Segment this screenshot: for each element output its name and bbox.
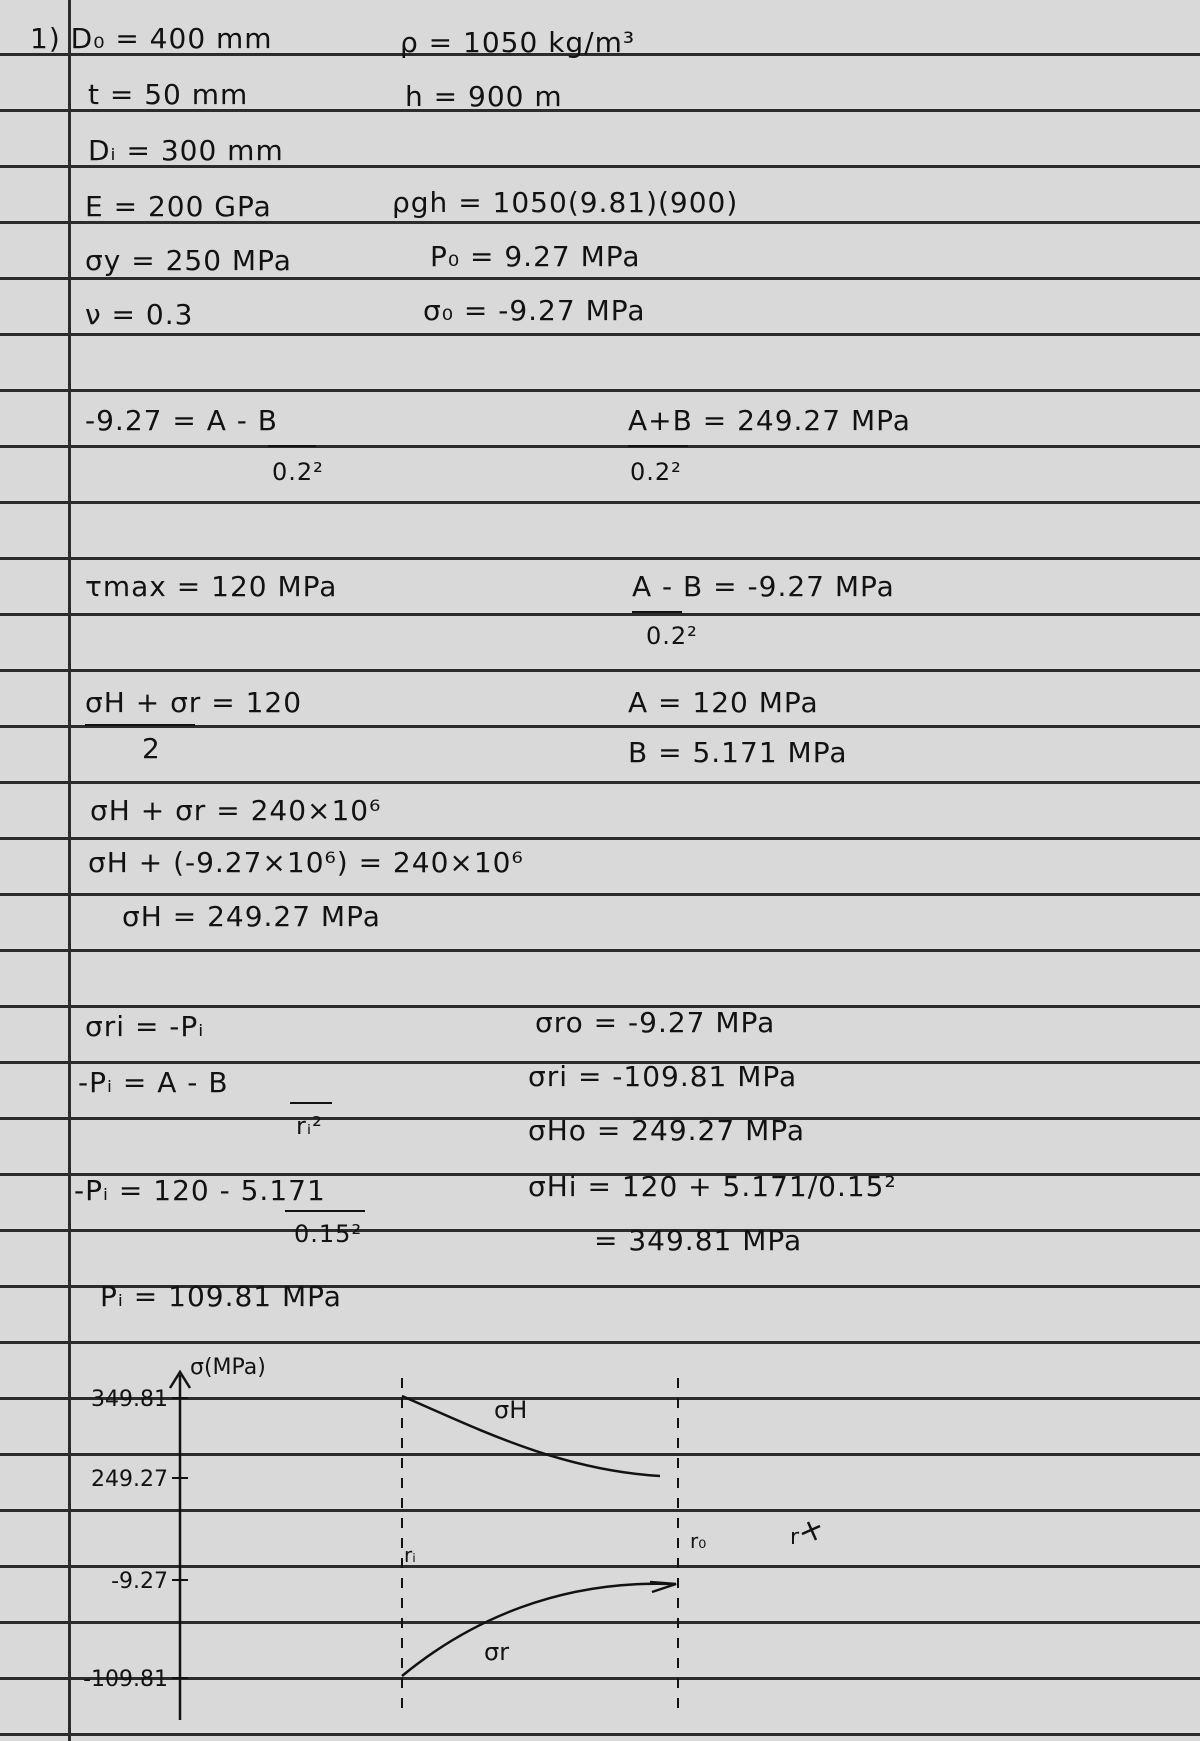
radial-stress-inner: σri = -109.81 MPa: [528, 1060, 798, 1093]
inner-pressure-result: Pᵢ = 109.81 MPa: [100, 1280, 342, 1313]
pressure-expression: ρgh = 1050(9.81)(900): [392, 186, 739, 219]
sigma-r-arrow: [650, 1582, 676, 1592]
sum-line-1: σH + σr = 240×10⁶: [90, 794, 382, 827]
given-outer-diameter: 1) D₀ = 400 mm: [30, 22, 273, 55]
inner-line-3: -Pᵢ = 120 - 5.171: [74, 1174, 326, 1207]
hoop-stress-inner-result: = 349.81 MPa: [594, 1224, 803, 1257]
r-label: r: [790, 1525, 800, 1550]
y-axis-label: σ(MPa): [190, 1355, 266, 1380]
outer-radial-stress: σ₀ = -9.27 MPa: [423, 294, 646, 327]
result-a: A = 120 MPa: [628, 686, 819, 719]
avg-denominator: 2: [142, 732, 161, 765]
sigma-h-curve: [402, 1396, 660, 1476]
eq1-right-denominator: 0.2²: [630, 458, 682, 486]
sigma-h-curve-label: σH: [494, 1396, 528, 1424]
given-inner-diameter: Dᵢ = 300 mm: [88, 134, 284, 167]
radial-stress-outer: σro = -9.27 MPa: [535, 1006, 776, 1039]
ri-label: rᵢ: [404, 1543, 416, 1567]
hoop-stress-outer: σHo = 249.27 MPa: [528, 1114, 806, 1147]
y-tick-label: 249.27: [91, 1467, 168, 1492]
eq2-denominator: 0.2²: [646, 622, 698, 650]
avg-numerator: σH + σr = 120: [85, 686, 303, 719]
hoop-stress-result: σH = 249.27 MPa: [122, 900, 381, 933]
r-axis-mark: [802, 1522, 820, 1540]
inner-line-2-denominator: rᵢ²: [296, 1112, 323, 1140]
eq1-denominator: 0.2²: [272, 458, 324, 486]
given-density: ρ = 1050 kg/m³: [400, 26, 636, 59]
outer-pressure: P₀ = 9.27 MPa: [430, 240, 641, 273]
y-tick-label: -109.81: [83, 1667, 168, 1692]
given-depth: h = 900 m: [405, 80, 563, 113]
given-modulus: E = 200 GPa: [85, 190, 272, 223]
inner-line-1: σri = -Pᵢ: [85, 1010, 205, 1043]
inner-line-3-denominator: 0.15²: [294, 1220, 363, 1248]
sigma-r-curve-label: σr: [484, 1638, 510, 1666]
y-tick-label: 349.81: [91, 1387, 168, 1412]
tau-max: τmax = 120 MPa: [85, 570, 338, 603]
ro-label: r₀: [690, 1529, 707, 1553]
eq1-lhs: -9.27 = A - B: [85, 404, 278, 437]
sum-line-2: σH + (-9.27×10⁶) = 240×10⁶: [88, 846, 524, 879]
given-thickness: t = 50 mm: [88, 78, 249, 111]
given-poisson: ν = 0.3: [85, 298, 194, 331]
sigma-r-curve: [402, 1584, 672, 1676]
eq1-right: A+B = 249.27 MPa: [628, 404, 911, 437]
inner-line-2: -Pᵢ = A - B: [78, 1066, 229, 1099]
result-b: B = 5.171 MPa: [628, 736, 848, 769]
eq2-right: A - B = -9.27 MPa: [632, 570, 895, 603]
given-yield-stress: σy = 250 MPa: [85, 244, 292, 277]
hoop-stress-inner-expression: σHi = 120 + 5.171/0.15²: [528, 1170, 897, 1203]
y-tick-label: -9.27: [111, 1569, 168, 1594]
